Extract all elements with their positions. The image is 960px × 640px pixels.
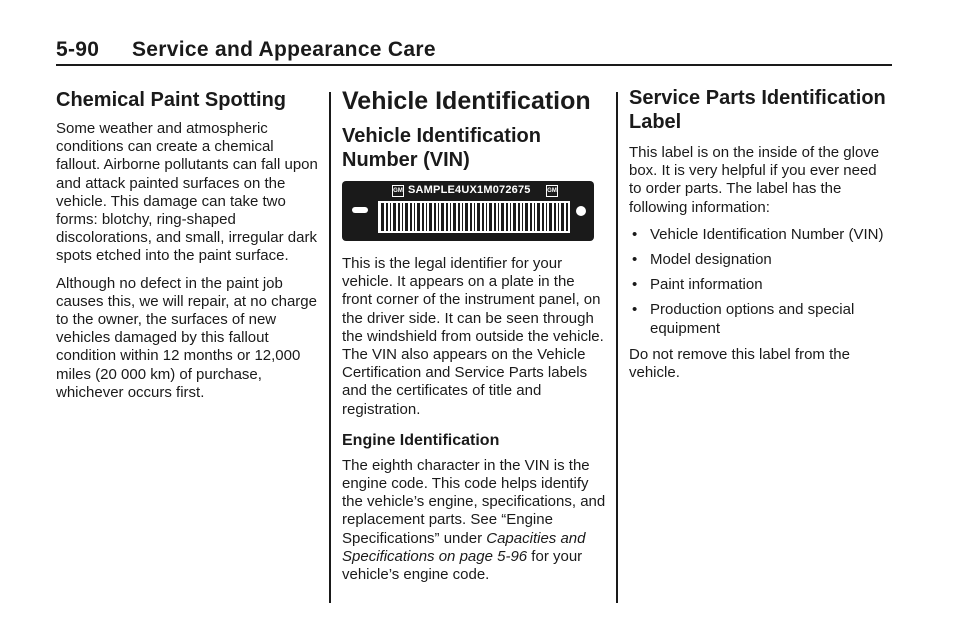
page-number: 5-90 xyxy=(56,38,100,61)
chemical-paint-spotting-heading: Chemical Paint Spotting xyxy=(56,89,287,111)
vehicle-identification-heading: Vehicle Identification xyxy=(342,87,591,115)
list-item: • Production options and special equipment xyxy=(632,301,855,337)
page-header xyxy=(56,36,892,66)
vin-plate-illustration xyxy=(342,181,594,241)
section-title: Service and Appearance Care xyxy=(132,38,436,61)
gm-logo-icon: GM xyxy=(546,185,558,197)
list-item: • Vehicle Identification Number (VIN) xyxy=(632,225,884,243)
chemical-paint-paragraph-2: Although no defect in the paint job causes this, we will repair, at no charge to the owner, the surfaces of new vehicles damaged by this fallout condition within 12 months or 12,000 miles (20 000 km) of purchase, whichever occurs first. xyxy=(56,274,317,401)
service-parts-list xyxy=(629,226,893,338)
bullet-icon: • xyxy=(632,251,638,269)
engine-text-end: for your vehicle’s engine code. xyxy=(342,547,583,584)
vin-plate-number: SAMPLE4UX1M072675 xyxy=(408,184,531,196)
list-item: • Model designation xyxy=(632,251,772,269)
service-parts-intro: This label is on the inside of the glove box. It is very helpful if you ever need to order parts. The label has the following information: xyxy=(629,144,880,216)
vin-heading: Vehicle Identification Number (VIN) xyxy=(342,125,541,171)
bullet-icon: • xyxy=(632,301,638,319)
column-service-parts-label xyxy=(629,88,893,391)
column-vehicle-identification xyxy=(342,88,606,593)
barcode-icon xyxy=(378,201,570,233)
column-chemical-paint-spotting xyxy=(56,88,318,411)
chemical-paint-paragraph-1: Some weather and atmospheric conditions can create a chemical fallout. Airborne pollutants can fall upon and attack painted surfaces on the vehicle. This damage can take two forms: blotchy, ring-shaped discolorations, and small, irregular dark spots etched into the paint surface. xyxy=(56,120,318,265)
mounting-slot-icon xyxy=(352,207,368,213)
bullet-icon: • xyxy=(632,225,638,243)
service-parts-heading: Service Parts Identification Label xyxy=(629,87,886,133)
capacities-specifications-link[interactable]: Capacities and Specifications on page 5-96 xyxy=(342,529,586,565)
engine-text-start: The eighth character in the VIN is the engine code. This code helps identify the vehicle’s engine, specifications, and replacement parts. See “Engine Specifications” under xyxy=(342,456,606,547)
engine-identification-heading: Engine Identification xyxy=(342,431,500,449)
column-divider-right xyxy=(616,92,618,603)
engine-identification-paragraph xyxy=(342,457,606,584)
vin-description: This is the legal identifier for your vehicle. It appears on a plate in the front corner of the instrument panel, on the driver side. It can be seen through the windshield from outside the vehicle. The VIN also appears on the Vehicle Certification and Service Parts labels and the certificates of title and registration. xyxy=(342,255,604,418)
gm-logo-icon: GM xyxy=(392,185,404,197)
mounting-hole-icon xyxy=(576,206,586,216)
service-parts-closing: Do not remove this label from the vehicle. xyxy=(629,345,850,382)
list-item: • Paint information xyxy=(632,276,763,294)
column-divider-left xyxy=(329,92,331,603)
bullet-icon: • xyxy=(632,276,638,294)
